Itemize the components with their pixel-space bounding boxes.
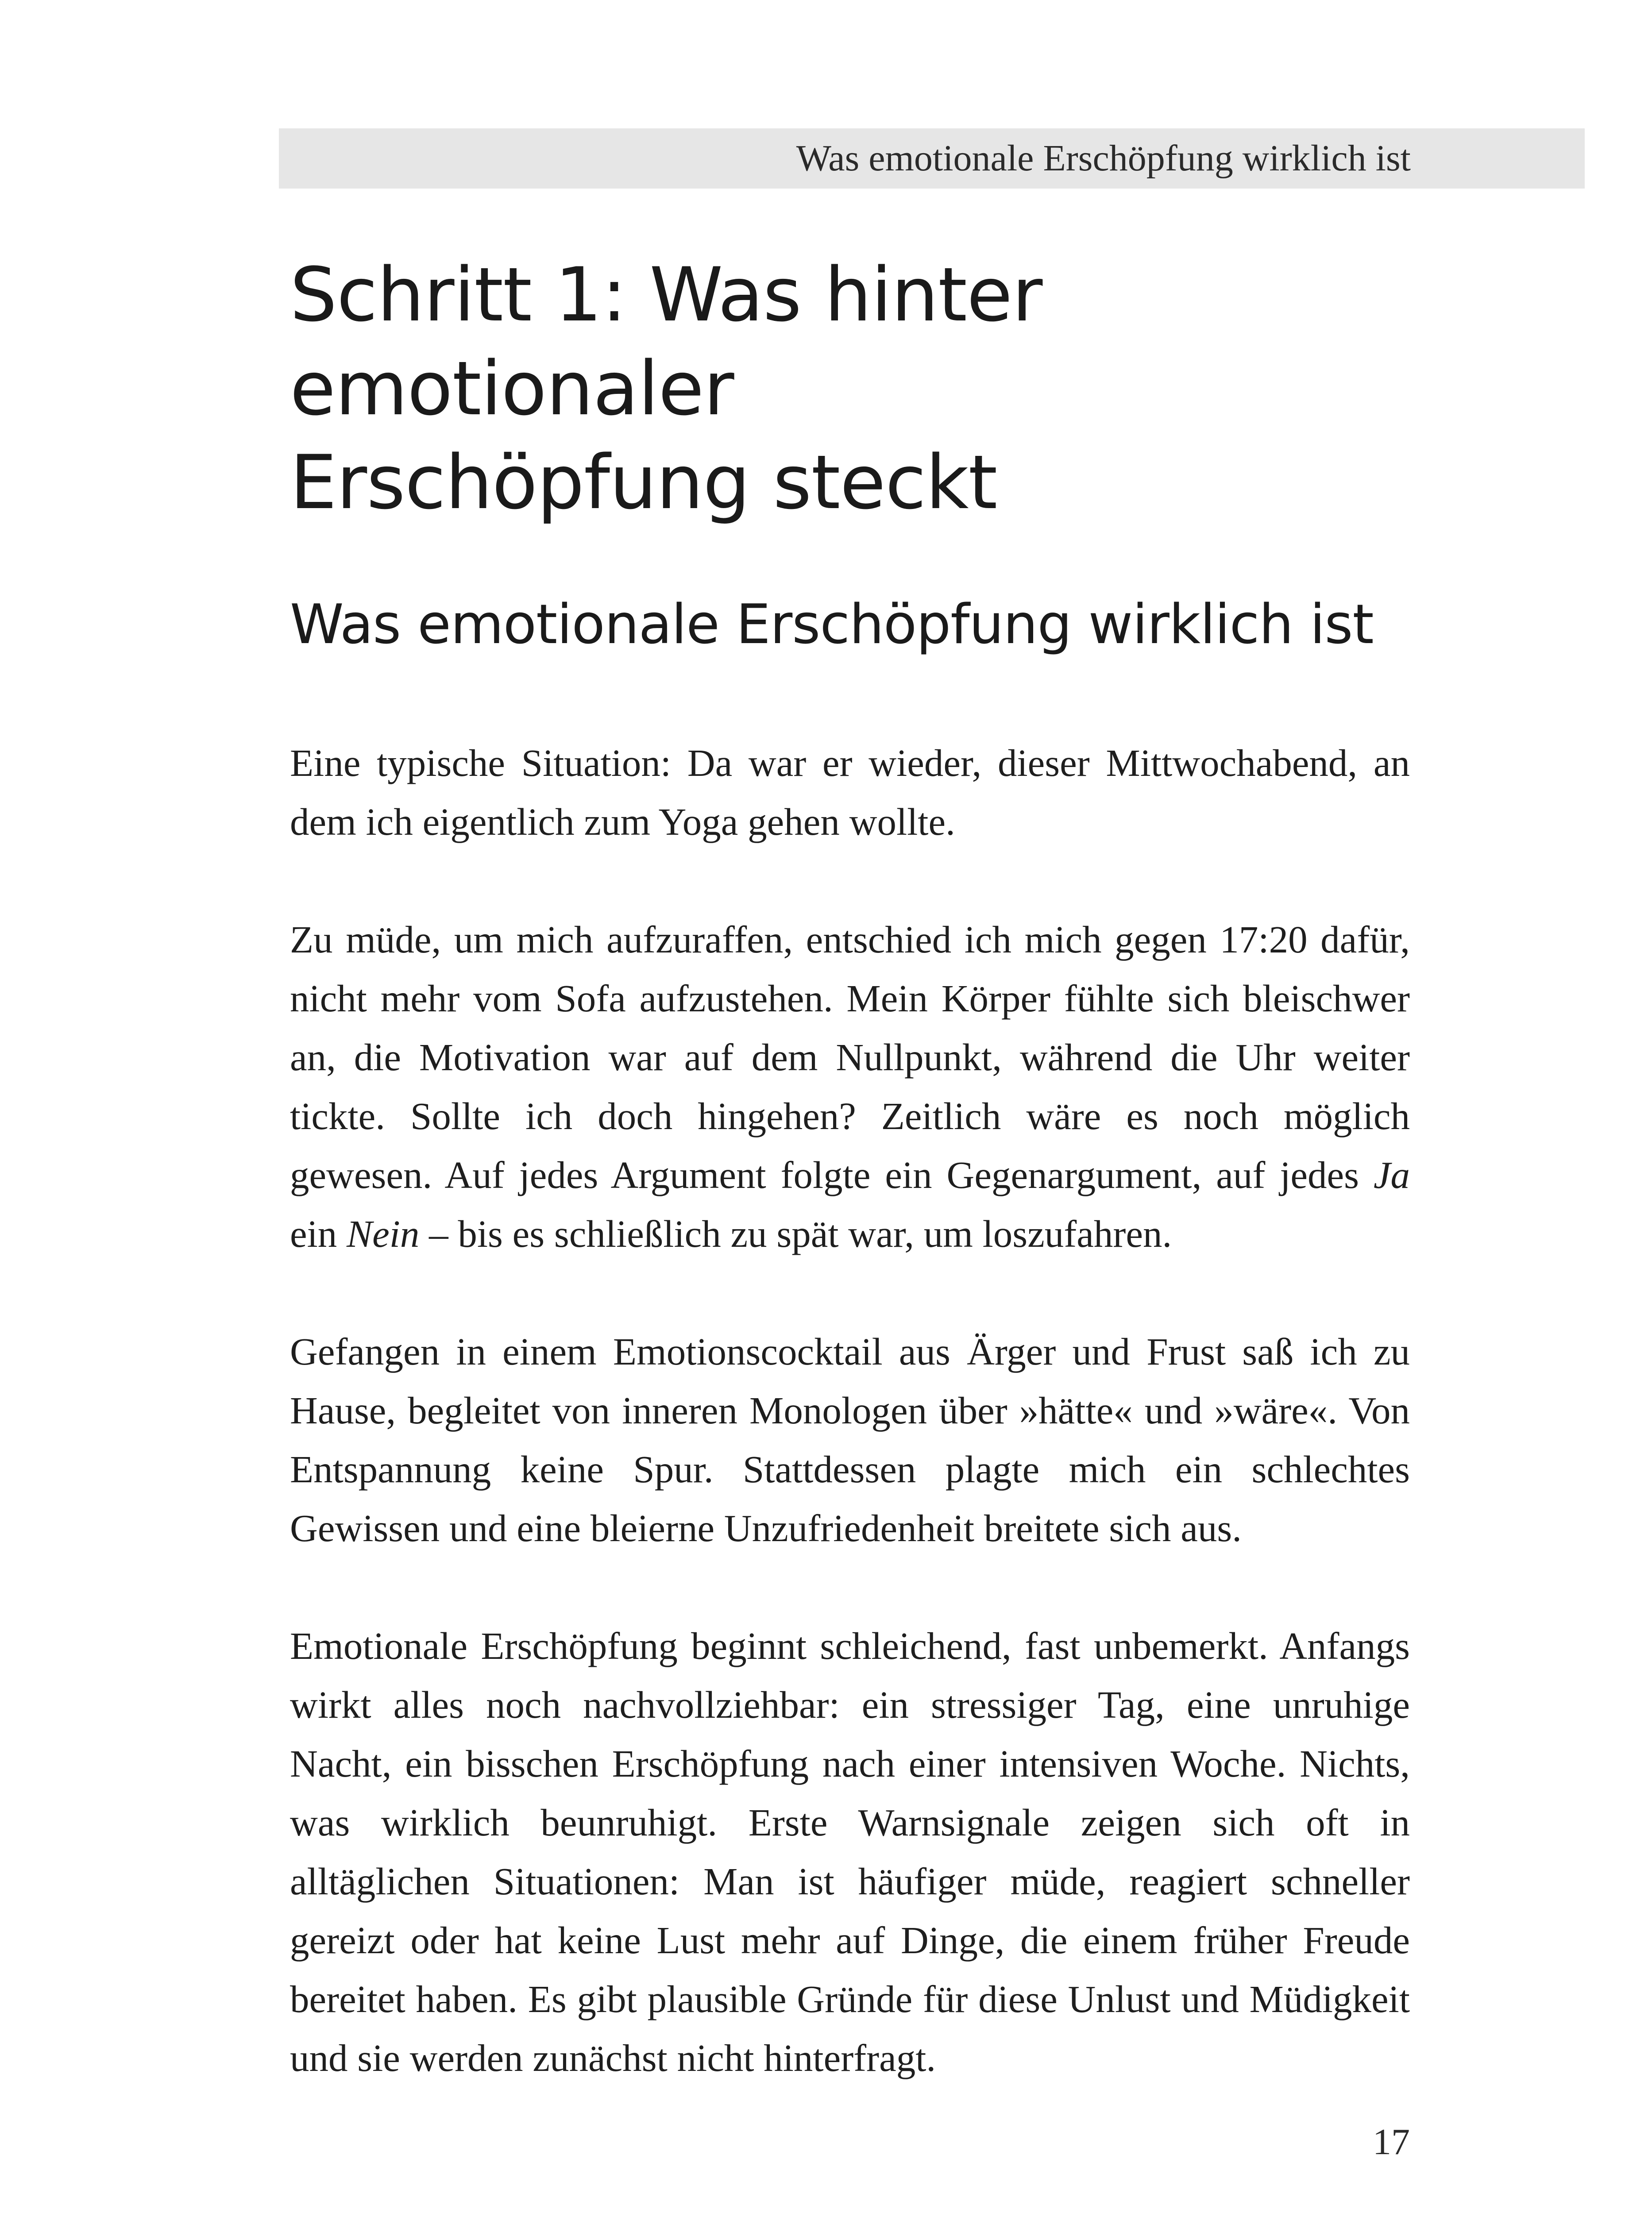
paragraph-2 xyxy=(290,910,1410,1263)
chapter-title-line-2: Erschöpfung steckt xyxy=(290,439,997,526)
paragraph-2-text-c: – bis es schließlich zu spät war, um loszufahren. xyxy=(419,1212,1172,1255)
running-header-title: Was emotionale Erschöpfung wirklich ist xyxy=(796,138,1411,179)
paragraph-2-text-a: Zu müde, um mich aufzuraffen, entschied ich mich gegen 17:20 dafür, nicht mehr vom Sofa aufzustehen. Mein Körper fühlte sich bleischwer an, die Motivation war auf dem Nullpunkt, während die Uhr weiter tickte. Sollte ich doch hingehen? Zeitlich wäre es noch möglich gewesen. Auf jedes Argument folgte ein Gegenargument, auf jedes xyxy=(290,918,1410,1196)
running-header xyxy=(279,128,1585,189)
paragraph-1: Eine typische Situation: Da war er wieder, dieser Mittwochabend, an dem ich eigentlich zum Yoga gehen wollte. xyxy=(290,741,1410,843)
paragraph-2-emphasis-ja: Ja xyxy=(1373,1153,1410,1196)
paragraph-2-emphasis-nein: Nein xyxy=(347,1212,420,1255)
paragraph-4: Emotionale Erschöpfung beginnt schleichend, fast unbemerkt. Anfangs wirkt alles noch nachvollziehbar: ein stressiger Tag, eine unruhige Nacht, ein bisschen Erschöpfung nach einer intensiven Woche. Nichts, was wirklich beunruhigt. Erste Warnsignale zeigen sich oft in alltäglichen Situationen: Man ist häufiger müde, reagiert schneller gereizt oder hat keine Lust mehr auf Dinge, die einem früher Freude bereitet haben. Es gibt plausible Gründe für diese Unlust und Müdigkeit und sie werden zunächst nicht hinterfragt. xyxy=(290,1624,1410,2079)
page-number: 17 xyxy=(1373,2121,1410,2163)
section-title: Was emotionale Erschöpfung wirklich ist xyxy=(290,593,1374,656)
paragraph-2-text-b: ein xyxy=(290,1212,347,1255)
chapter-title-line-1: Schritt 1: Was hinter emotionaler xyxy=(290,251,1042,432)
paragraph-3: Gefangen in einem Emotionscocktail aus Ärger und Frust saß ich zu Hause, begleitet von inneren Monologen über »hätte« und »wäre«. Von Entspannung keine Spur. Stattdessen plagte mich ein schlechtes Gewissen und eine bleierne Unzufriedenheit breitete sich aus. xyxy=(290,1330,1410,1550)
page-content xyxy=(290,248,1410,2087)
chapter-title xyxy=(290,248,1410,529)
